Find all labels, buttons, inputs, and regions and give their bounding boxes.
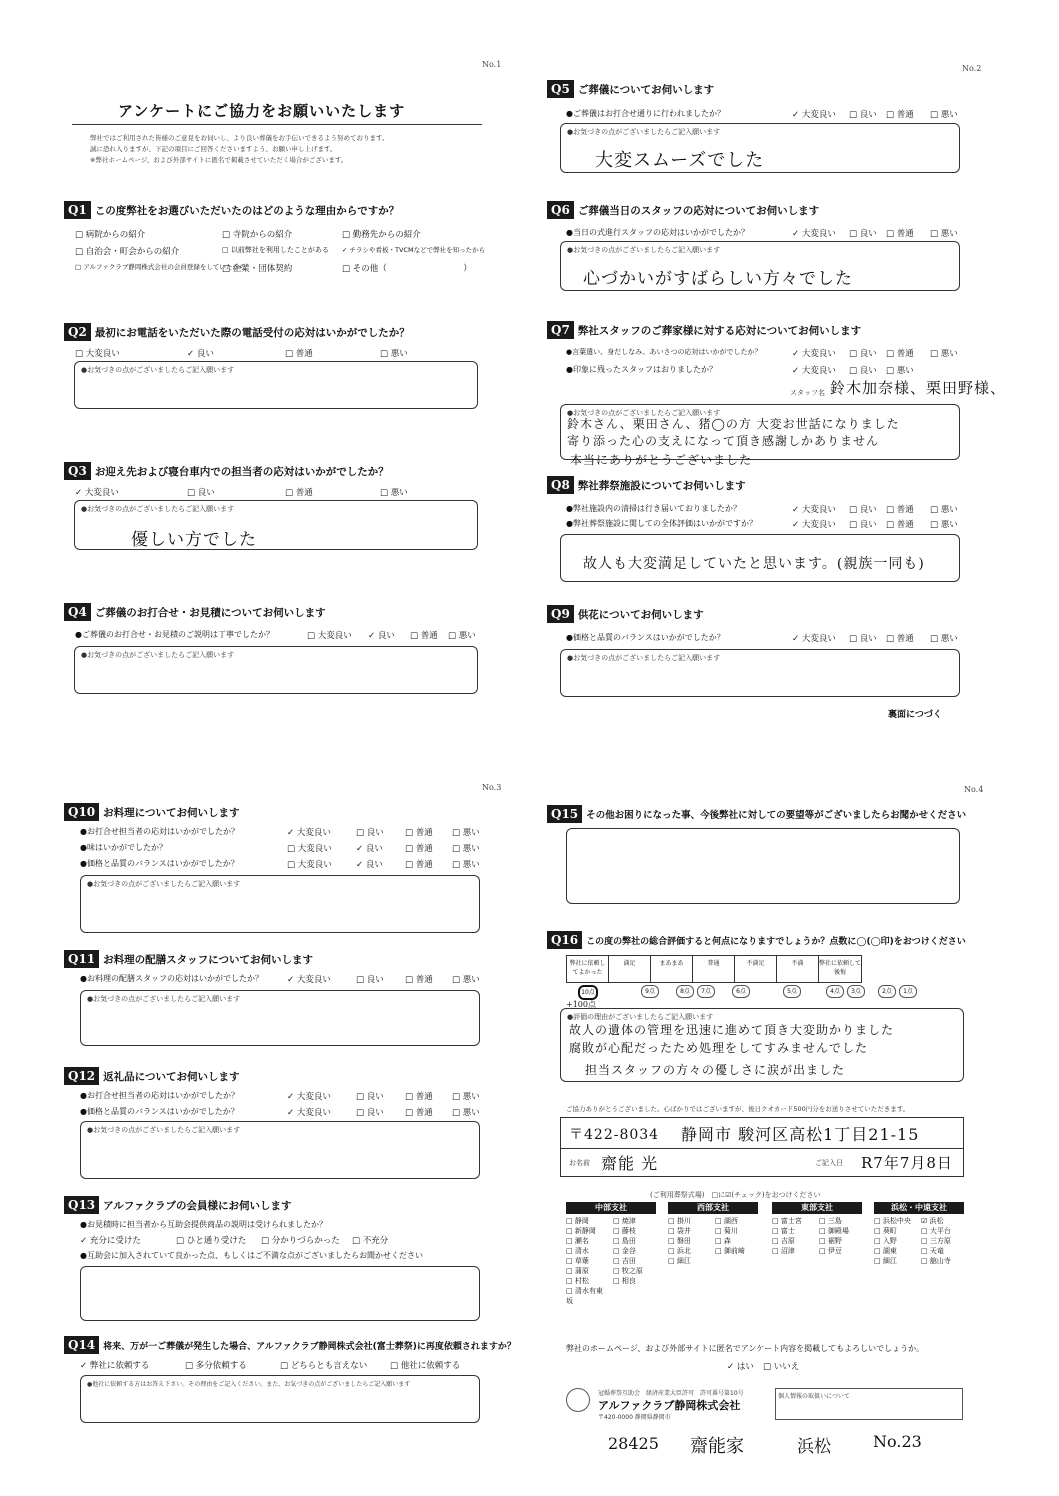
score-option[interactable]: 9点 [641,985,659,998]
q10-option[interactable]: □ 良い [356,828,384,838]
q3-option-checked[interactable]: ✓ 大変良い [75,488,119,498]
q1-option[interactable]: □ 寺院からの紹介 [222,230,293,240]
q13-option[interactable]: □ 不充分 [352,1236,389,1246]
q13-sub-question: ●お見積時に担当者から互助会提供商品の説明は受けられましたか？ [80,1220,327,1229]
company-license: 冠婚葬祭互助会 経済産業大臣許可 許可番号第10号 [598,1390,744,1397]
q12-comment-box[interactable]: ●お気づきの点がございましたらご記入願います [80,1121,480,1179]
q8-option[interactable]: □ 普通 [886,520,914,530]
q1-option-checked[interactable]: ✓ チラシや看板・TVCMなどで弊社を知ったから [342,246,486,254]
q13-comment-box[interactable] [80,1266,480,1321]
q7-sub-question: ●印象に残ったスタッフはおりましたか？ [566,365,717,374]
q12-option[interactable]: □ 良い [356,1092,384,1102]
q8-option-checked[interactable]: ✓ 大変良い [792,520,836,530]
q1-title: この度弊社をお選びいただいたのはどのような理由からですか？ [94,204,400,217]
q1-option[interactable]: □ 自治会・町会からの紹介 [75,247,180,257]
q4-option[interactable]: □ 悪い [448,631,476,641]
company-logo-icon [566,1388,590,1412]
q1-header [64,201,399,219]
q2-header: Q2 最初にお電話をいただいた際の電話受付の応対はいかがでしたか？ [64,323,410,341]
q1-option[interactable]: □ その他（ ） [342,264,472,274]
q14-comment-box[interactable]: ●他社に依頼する方はお答え下さい。その理由をご記入ください。また、お気づきの点がございましたらご記入願います [80,1375,480,1423]
q6-option[interactable]: □ 普通 [886,229,914,239]
q7-option-checked[interactable]: ✓ 大変良い [792,366,836,376]
score-option[interactable]: 2点 [878,985,896,998]
score-option[interactable]: 5点 [783,985,801,998]
q16-header: Q16 この度の弊社の総合評価すると何点になりますでしょうか？点数に◯(◯印)をおつけください [547,931,966,949]
name-label: お名前 [569,1159,590,1167]
q10-sub-question: ●価格と品質のバランスはいかがでしたか？ [80,859,239,868]
q1-option[interactable]: □ 病院からの紹介 [75,230,146,240]
q8-option[interactable]: □ 良い [849,505,877,515]
q11-comment-box[interactable]: ●お気づきの点がございましたらご記入願います [80,990,480,1046]
q14-option[interactable]: □ 多分依頼する [185,1361,247,1371]
q4-sub-question: ●ご葬儀のお打合せ・お見積のご説明は丁寧でしたか？ [75,630,274,639]
q7-option[interactable]: □ 悪い [930,349,958,359]
q11-option-checked[interactable]: ✓ 大変良い [287,975,331,985]
q6-sub-question: ●当日の式進行スタッフの応対はいかがでしたか？ [566,228,749,237]
q14-option[interactable]: □ どちらとも言えない [280,1361,368,1371]
company-address: 〒420-0000 静岡県静岡市 [598,1414,671,1421]
q7-option[interactable]: □ 良い [849,366,877,376]
q12-sub-question: ●お打合せ担当者の応対はいかがでしたか？ [80,1091,239,1100]
q6-handwritten-comment: 心づかいがすばらしい方々でした [583,269,853,289]
q2-option-checked[interactable]: ✓ 良い [187,349,214,359]
q7-sub-question: ●言葉遣い、身だしなみ、あいさつの応対はいかがでしたか？ [566,348,762,356]
q9-option[interactable]: □ 悪い [930,634,958,644]
q8-header: Q8 弊社葬祭施設についてお伺いします [547,476,746,494]
q10-option[interactable]: □ 悪い [452,828,480,838]
q10-option[interactable]: □ 悪い [452,844,480,854]
q5-header: Q5 ご葬儀についてお伺いします [547,80,714,98]
q8-option[interactable]: □ 良い [849,520,877,530]
q10-option-checked[interactable]: ✓ 大変良い [287,828,331,838]
q11-sub-question: ●お料理の配膳スタッフの応対はいかがでしたか？ [80,974,263,983]
q10-option-checked[interactable]: ✓ 良い [356,844,383,854]
q10-option[interactable]: □ 普通 [405,860,433,870]
survey-intro: 弊社ではご利用された皆様のご意見をお伺いし、より良い葬儀をお手伝いできるよう努めております。 誠に恐れ入りますが、下記の項目にご回答くださいますよう、お願い申し上げます。 ※弊社ホームページ、および外部サイトに匿名で掲載させていただく場合がございます。 [90,134,389,164]
q16-handwritten-line: 故人の遺体の管理を迅速に進めて頂き大変助かりました [569,1023,895,1037]
scale-label: まあまあ [651,956,693,982]
q6-header: Q6 ご葬儀当日のスタッフの応対についてお伺いします [547,201,819,219]
q1-option[interactable]: □ アルファクラブ静岡株式会社の会員登録をしていたから [75,263,246,271]
q16-handwritten-line: 担当スタッフの方々の優しさに涙が出ました [585,1063,846,1077]
scale-label: 弊社に依頼して後悔 [819,960,862,976]
q16-rating-scale [566,955,862,983]
q7-comment-box[interactable]: ●お気づきの点がございましたらご記入願います 鈴木さん、栗田さん、猪◯の方 大変お世話になりました 寄り添った心の支えになって頂き感謝しかありません [560,404,960,460]
scale-label: 普通 [693,956,735,982]
q10-option[interactable]: □ 普通 [405,844,433,854]
q3-handwritten-comment: 優しい方でした [131,530,257,550]
name-value: 齋能 光 [601,1154,659,1173]
q8-comment-box[interactable] [560,534,960,582]
q2-option[interactable]: □ 大変良い [75,349,120,359]
q9-comment-box[interactable]: ●お気づきの点がございましたらご記入願います [560,649,960,697]
branch-seibu: 西部支社 □ 掛川 □ 湖西 □ 袋井 □ 菊川 □ 磐田 □ 森 □ 浜北 □ 御前崎 □ 細江 [668,1202,758,1266]
q5-option[interactable]: □ 悪い [930,110,958,120]
scale-label: 不満 [777,956,819,982]
q7-header: Q7 弊社スタッフのご葬家様に対する応対についてお伺いします [547,321,861,339]
postal-code: 〒422-8034 [569,1127,660,1143]
q7-handwritten-line: 鈴木さん、栗田さん、猪◯の方 大変お世話になりました [567,417,900,431]
q1-option[interactable]: □ 以前弊社を利用したことがある [222,246,329,254]
q10-sub-question: ●味はいかがでしたか？ [80,843,167,852]
q10-option[interactable]: □ 大変良い [287,860,332,870]
branch-chubu: 中部支社 □ 静岡 □ 焼津 □ 新静岡 □ 藤枝 □ 瀬名 □ 島田 □ 清水 □ 金谷 □ 草薙 □ 吉田 □ 蒲原 □ 牧之原 □ 村松 □ 相良 □ 清水有東坂 [566,1202,656,1306]
q3-option[interactable]: □ 悪い [380,488,408,498]
continue-on-back: 裏面につづく [888,710,942,720]
date-label: ご記入日 [815,1159,843,1167]
q6-option[interactable]: □ 良い [849,229,877,239]
address-city: 静岡市 駿河区高松1丁目21-15 [681,1125,920,1144]
q8-handwritten-comment: 故人も大変満足していたと思います。(親族一同も) [583,556,925,572]
q11-header: Q11 お料理の配膳スタッフについてお伺いします [64,950,313,968]
q13-sub-question: ●互助会に加入されていて良かった点、もしくはご不満な点がございましたらお聞かせください [80,1251,423,1260]
q8-option[interactable]: □ 普通 [886,505,914,515]
q6-option-checked[interactable]: ✓ 大変良い [792,229,836,239]
q11-option[interactable]: □ 良い [356,975,384,985]
q3-comment-box[interactable]: ●お気づきの点がございましたらご記入願います 優しい方でした [74,500,478,550]
score-option[interactable]: 8点 [676,985,694,998]
q16-extra-score: +100点 [566,1000,596,1009]
q12-option-checked[interactable]: ✓ 大変良い [287,1108,331,1118]
bottom-location: 浜松 [797,1437,831,1457]
q12-header: Q12 返礼品についてお伺いします [64,1067,239,1085]
scale-label: 弊社に依頼してよかった [567,956,609,982]
q9-option[interactable]: □ 良い [849,634,877,644]
q7-option[interactable]: □ 良い [849,349,877,359]
q9-option[interactable]: □ 普通 [886,634,914,644]
page-number: No.1 [482,60,502,69]
q3-option[interactable]: □ 普通 [285,488,313,498]
q4-option-checked[interactable]: ✓ 良い [368,631,395,641]
q8-option[interactable]: □ 悪い [930,505,958,515]
q8-sub-question: ●弊社施設内の清掃は行き届いておりましたか？ [566,504,741,513]
q14-header: Q14 将来、万が一ご葬儀が発生した場合、アルファクラブ静岡株式会社(富士葬祭)に再度依頼されますか？ [64,1336,516,1354]
q16-comment-box[interactable]: ●評価の理由がございましたらご記入願います 故人の遺体の管理を迅速に進めて頂き大変助かりました 腐敗が心配だったため処理をしてすみませんでした 担当スタッフの方々の優しさに涙が出ました [560,1008,964,1082]
q11-option[interactable]: □ 悪い [452,975,480,985]
q15-header: Q15 その他お困りになった事、今後弊社に対しての要望等がございましたらお聞かせください [547,805,966,823]
branch-hamamatsu: 浜松・中遠支社 □ 浜松中央 ☑ 浜松 □ 葵町 □ 大平台 □ 入野 □ 三方原 □ 湖東 □ 天竜 □ 細江 □ 舘山寺 [874,1202,964,1266]
survey-title: アンケートにご協力をお願いいたします [118,102,406,120]
page-number: No.2 [962,64,982,73]
q12-sub-question: ●価格と品質のバランスはいかがでしたか？ [80,1107,239,1116]
q3-header: Q3 お迎え先および寝台車内での担当者の応対はいかがでしたか？ [64,462,389,480]
q4-comment-box[interactable]: ●お気づきの点がございましたらご記入願います [74,646,478,694]
q2-comment-box[interactable]: ●お気づきの点がございましたらご記入願います [74,361,478,409]
company-name: アルファクラブ静岡株式会社 [598,1399,741,1412]
q8-sub-question: ●弊社葬祭施設に関しての全体評価はいかがですか？ [566,519,757,528]
page-number: No.4 [964,785,984,794]
q13-option[interactable]: □ ひと通り受けた [176,1236,247,1246]
score-option-selected[interactable]: 10点 [578,985,598,1000]
q2-option[interactable]: □ 悪い [380,349,408,359]
q10-option[interactable]: □ 悪い [452,860,480,870]
address-box [560,1117,964,1177]
q4-option[interactable]: □ 大変良い [307,631,352,641]
q12-option[interactable]: □ 悪い [452,1092,480,1102]
q3-option[interactable]: □ 良い [187,488,215,498]
q7-option[interactable]: □ 悪い [886,366,914,376]
q12-option[interactable]: □ 普通 [405,1092,433,1102]
q2-option[interactable]: □ 普通 [285,349,313,359]
permission-yes-checked[interactable]: ✓ はい [727,1362,754,1372]
q5-option[interactable]: □ 良い [849,110,877,120]
q11-option[interactable]: □ 普通 [405,975,433,985]
q10-option[interactable]: □ 大変良い [287,844,332,854]
q7-option[interactable]: □ 普通 [886,349,914,359]
q9-header: Q9 供花についてお伺いします [547,605,704,623]
bottom-number: 28425 [608,1434,659,1453]
score-option[interactable]: 4点 [826,985,844,998]
permission-question: 弊社のホームページ、および外部サイトに匿名でアンケート内容を掲載してもよろしいでしょうか。 [566,1344,925,1353]
q10-option-checked[interactable]: ✓ 良い [356,860,383,870]
q5-handwritten-comment: 大変スムーズでした [595,150,765,171]
q6-option[interactable]: □ 悪い [930,229,958,239]
q1-badge: Q1 [64,201,91,219]
q8-option-checked[interactable]: ✓ 大変良い [792,505,836,515]
date-value: R7年7月8日 [861,1154,953,1172]
scale-label: 不満足 [735,956,777,982]
q8-option[interactable]: □ 悪い [930,520,958,530]
q1-option[interactable]: □ 企業・団体契約 [222,264,293,274]
q5-option[interactable]: □ 普通 [886,110,914,120]
q9-sub-question: ●価格と品質のバランスはいかがでしたか？ [566,633,725,642]
q16-handwritten-line: 腐敗が心配だったため処理をしてすみませんでした [569,1041,869,1055]
privacy-notice: 個人情報の取扱いについて [775,1388,963,1420]
bottom-sequence: No.23 [873,1432,922,1451]
q10-header: Q10 お料理についてお伺いします [64,803,239,821]
branch-tobu: 東部支社 □ 富士宮 □ 三島 □ 富士 □ 御殿場 □ 吉原 □ 裾野 □ 沼津 □ 伊豆 [772,1202,862,1256]
q13-option[interactable]: □ 分かりづらかった [261,1236,340,1246]
q13-header: Q13 アルファクラブの会員様にお伺いします [64,1196,292,1214]
q7-staff-label: スタッフ名 [790,389,825,397]
branch-note: (ご利用葬祭式場) □に☑(チェック)をおつけください [650,1191,821,1199]
thanks-note: ご協力ありがとうございました。心ばかりではございますが、後日クオカード500円分をお送りさせていただきます。 [566,1105,910,1113]
score-option[interactable]: 6点 [732,985,750,998]
q4-option[interactable]: □ 普通 [410,631,438,641]
score-option[interactable]: 3点 [847,985,865,998]
q7-handwritten-line: 寄り添った心の支えになって頂き感謝しかありません [567,434,880,448]
q12-option[interactable]: □ 良い [356,1108,384,1118]
q10-sub-question: ●お打合せ担当者の応対はいかがでしたか？ [80,827,239,836]
q15-comment-box[interactable] [566,828,960,904]
q4-header: Q4 ご葬儀のお打合せ・お見積についてお伺いします [64,603,326,621]
q12-option[interactable]: □ 悪い [452,1108,480,1118]
q5-comment-box[interactable]: ●お気づきの点がございましたらご記入願います 大変スムーズでした [560,123,960,173]
q14-option-checked[interactable]: ✓ 弊社に依頼する [80,1361,150,1371]
q7-staff-names: 鈴木加奈様、栗田野様、 [830,379,1007,397]
q12-option[interactable]: □ 普通 [405,1108,433,1118]
q5-sub-question: ●ご葬儀はお打合せ通りに行われましたか？ [566,109,725,118]
q16-score-options [578,985,920,1000]
bottom-family-name: 齋能家 [690,1436,744,1457]
q12-option-checked[interactable]: ✓ 大変良い [287,1092,331,1102]
q13-option-checked[interactable]: ✓ 充分に受けた [80,1236,141,1246]
q1-option[interactable]: □ 勤務先からの紹介 [342,230,421,240]
q10-option[interactable]: □ 普通 [405,828,433,838]
score-option[interactable]: 7点 [697,985,715,998]
page-number: No.3 [482,783,502,792]
q10-comment-box[interactable]: ●お気づきの点がございましたらご記入願います [80,875,480,933]
q5-option-checked[interactable]: ✓ 大変良い [792,110,836,120]
q6-comment-box[interactable]: ●お気づきの点がございましたらご記入願います 心づかいがすばらしい方々でした [560,241,960,291]
q14-option[interactable]: □ 他社に依頼する [390,1361,461,1371]
permission-no[interactable]: □ いいえ [763,1362,800,1372]
q7-option-checked[interactable]: ✓ 大変良い [792,349,836,359]
scale-label: 満足 [609,956,651,982]
score-option[interactable]: 1点 [899,985,917,998]
q9-option-checked[interactable]: ✓ 大変良い [792,634,836,644]
q7-handwritten-line: 本当にありがとうございました [570,453,753,467]
